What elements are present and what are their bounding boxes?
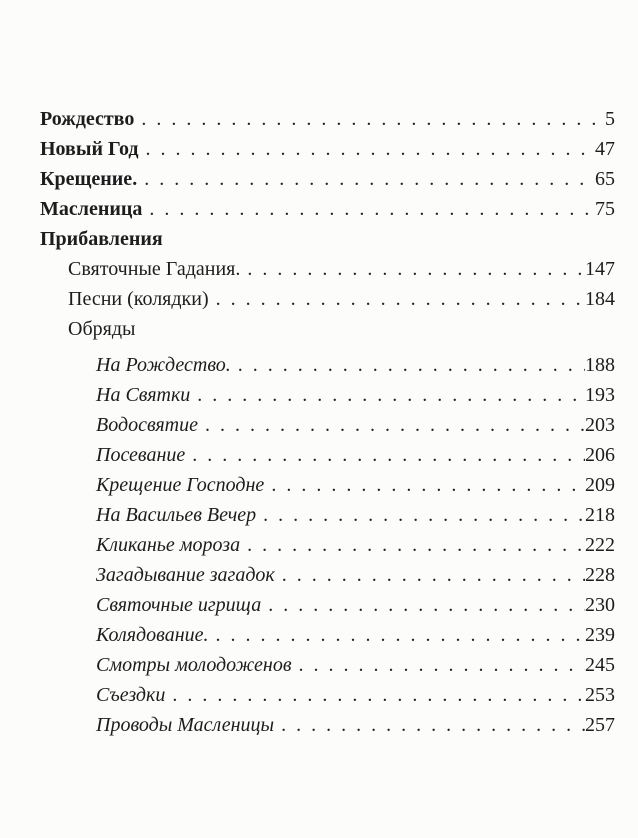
toc-entry xyxy=(40,104,615,134)
toc-entry-page-number: 228 xyxy=(585,564,615,586)
toc-entry-page-number: 193 xyxy=(585,384,615,406)
toc-entry xyxy=(40,620,615,650)
toc-entry xyxy=(40,470,615,500)
toc-entry-title: Смотры молодоженов xyxy=(96,654,292,676)
toc-entry-title: Колядование. xyxy=(96,624,209,646)
toc-entry xyxy=(40,194,615,224)
toc-entry-page-number: 188 xyxy=(585,354,615,376)
toc-entry-page-number: 75 xyxy=(595,198,615,220)
toc-entry xyxy=(40,710,615,740)
toc-entry xyxy=(40,650,615,680)
toc-entry xyxy=(40,284,615,314)
dot-leader xyxy=(268,590,585,620)
dot-leader xyxy=(263,500,585,530)
toc-entry-page-number: 147 xyxy=(585,258,615,280)
toc-entry xyxy=(40,590,615,620)
dot-leader xyxy=(238,350,585,380)
dot-leader xyxy=(146,134,595,164)
toc-entry-title: Посевание xyxy=(96,444,186,466)
toc-entry-page-number: 239 xyxy=(585,624,615,646)
toc-entry-title: На Святки xyxy=(96,384,191,406)
toc-entry-title: На Рождество. xyxy=(96,354,231,376)
toc-entry-title: Водосвятие xyxy=(96,414,198,436)
toc-entry-title: Рождество xyxy=(40,108,135,130)
toc-entry-title: Съездки xyxy=(96,684,166,706)
toc-entry-title: Проводы Масленицы xyxy=(96,714,275,736)
toc-entry xyxy=(40,254,615,284)
toc-entry-title: Святочные игрища xyxy=(96,594,262,616)
toc-entry xyxy=(40,500,615,530)
table-of-contents xyxy=(40,104,615,740)
toc-entry xyxy=(40,164,615,194)
dot-leader xyxy=(281,710,585,740)
toc-entry-title: Новый Год xyxy=(40,138,139,160)
toc-entry xyxy=(40,440,615,470)
toc-entry-page-number: 257 xyxy=(585,714,615,736)
toc-entry-title: Масленица xyxy=(40,198,143,220)
dot-leader xyxy=(144,164,595,194)
toc-entry xyxy=(40,314,615,344)
dot-leader xyxy=(282,560,585,590)
dot-leader xyxy=(192,440,585,470)
toc-entry xyxy=(40,224,615,254)
toc-entry-page-number: 209 xyxy=(585,474,615,496)
dot-leader xyxy=(247,254,585,284)
toc-entry-page-number: 47 xyxy=(595,138,615,160)
toc-entry-title: Крещение. xyxy=(40,168,138,190)
dot-leader xyxy=(172,680,585,710)
toc-entry-title: Обряды xyxy=(68,318,136,340)
toc-entry xyxy=(40,680,615,710)
toc-entry-title: На Васильев Вечер xyxy=(96,504,257,526)
toc-entry-title: Прибавления xyxy=(40,228,163,250)
dot-leader xyxy=(141,104,605,134)
toc-entry-page-number: 203 xyxy=(585,414,615,436)
dot-leader xyxy=(247,530,585,560)
toc-entry-page-number: 245 xyxy=(585,654,615,676)
toc-entry-title: Кликанье мороза xyxy=(96,534,241,556)
toc-entry-title: Святочные Гадания. xyxy=(68,258,241,280)
toc-entry-title: Крещение Господне xyxy=(96,474,265,496)
toc-entry-page-number: 230 xyxy=(585,594,615,616)
toc-entry xyxy=(40,134,615,164)
dot-leader xyxy=(216,284,585,314)
toc-entry xyxy=(40,560,615,590)
toc-entry-title: Загадывание загадок xyxy=(96,564,275,586)
dot-leader xyxy=(197,380,585,410)
toc-entry xyxy=(40,410,615,440)
dot-leader xyxy=(205,410,585,440)
dot-leader xyxy=(299,650,586,680)
toc-entry-page-number: 5 xyxy=(605,108,615,130)
toc-entry xyxy=(40,380,615,410)
dot-leader xyxy=(149,194,595,224)
toc-entry xyxy=(40,350,615,380)
toc-entry-page-number: 222 xyxy=(585,534,615,556)
toc-entry-page-number: 184 xyxy=(585,288,615,310)
toc-entry-page-number: 253 xyxy=(585,684,615,706)
toc-entry-title: Песни (колядки) xyxy=(68,288,209,310)
toc-entry xyxy=(40,530,615,560)
dot-leader xyxy=(271,470,585,500)
toc-entry-page-number: 206 xyxy=(585,444,615,466)
toc-entry-page-number: 218 xyxy=(585,504,615,526)
toc-entry-page-number: 65 xyxy=(595,168,615,190)
dot-leader xyxy=(216,620,586,650)
